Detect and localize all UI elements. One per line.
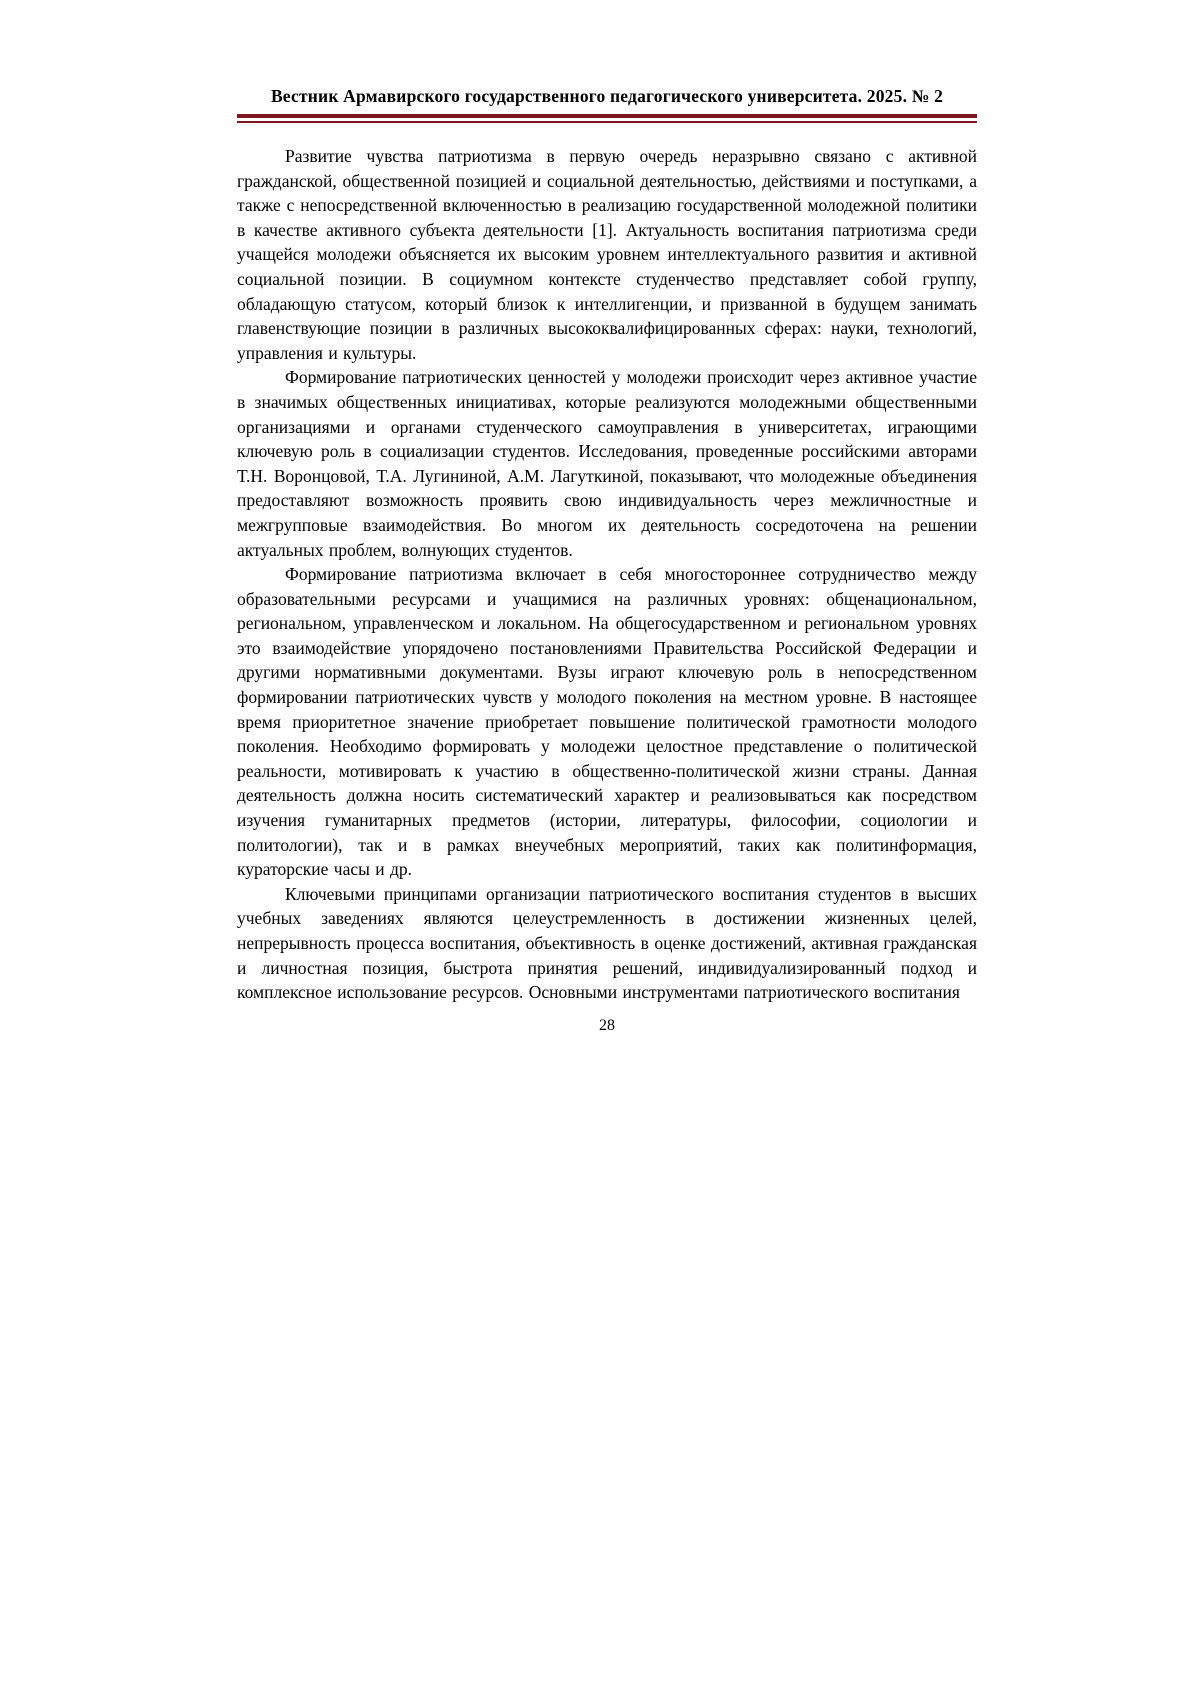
paragraph: Развитие чувства патриотизма в первую очередь неразрывно связано с активной гражданской, общественной позицией и социальной деятельностью, действиями и поступками, а также с непосредственной включенностью в реализацию государственной молодежной политики в качестве активного субъекта деятельности [1]. Актуальность воспитания патриотизма среди учащейся молодежи объясняется их высоким уровнем интеллектуального развития и активной социальной позиции. В социумном контексте студенчество представляет собой группу, обладающую статусом, который близок к интеллигенции, и призванной в будущем занимать главенствующие позиции в различных высококвалифицированных сферах: науки, технологий, управления и культуры. bbox=[237, 146, 977, 363]
header-divider bbox=[237, 114, 977, 123]
paragraph: Ключевыми принципами организации патриотического воспитания студентов в высших учебных заведениях являются целеустремленность в достижении жизненных целей, непрерывность процесса воспитания, объективность в оценке достижений, активная гражданская и личностная позиция, быстрота принятия решений, индивидуализированный подход и комплексное использование ресурсов. Основными инструментами патриотического воспитания bbox=[237, 883, 977, 1003]
journal-header-title: Вестник Армавирского государственного педагогического университета. 2025. № 2 bbox=[270, 86, 944, 106]
paragraph: Формирование патриотических ценностей у молодежи происходит через активное участие в значимых общественных инициативах, которые реализуются молодежными общественными организациями и органами студенческого самоуправления в университетах, играющими ключевую роль в социализации студентов. Исследования, проведенные российскими авторами Т.Н. Воронцовой, Т.А. Лугининой, А.М. Лагуткиной, показывают, что молодежные объединения предоставляют возможность проявить свою индивидуальность через межличностные и межгрупповые взаимодействия. Во многом их деятельность сосредоточена на решении актуальных проблем, волнующих студентов. bbox=[237, 367, 977, 560]
page-number: 28 bbox=[599, 1016, 615, 1034]
page-content bbox=[237, 86, 977, 1035]
paragraph: Формирование патриотизма включает в себя многостороннее сотрудничество между образовательными ресурсами и учащимися на различных уровнях: общенациональном, региональном, управленческом и локальном. На общегосударственном и региональном уровнях это взаимодействие упорядочено постановлениями Правительства Российской Федерации и другими нормативными документами. Вузы играют ключевую роль в непосредственном формировании патриотических чувств у молодого поколения на местном уровне. В настоящее время приоритетное значение приобретает повышение политической грамотности молодого поколения. Необходимо формировать у молодежи целостное представление о политической реальности, мотивировать к участию в общественно-политической жизни страны. Данная деятельность должна носить систематический характер и реализовываться как посредством изучения гуманитарных предметов (истории, литературы, философии, социологии и политологии), так и в рамках внеучебных мероприятий, таких как политинформация, кураторские часы и др. bbox=[237, 564, 977, 880]
article-body bbox=[237, 144, 977, 1005]
